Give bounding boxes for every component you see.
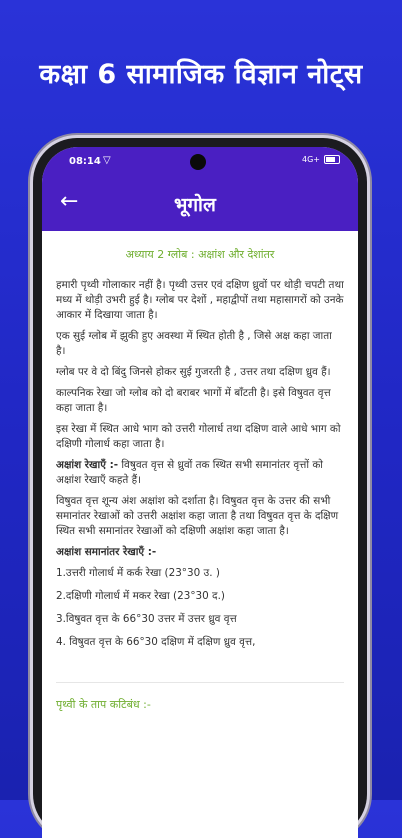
paragraph: एक सुई ग्लोब में झुकी हुए अवस्था में स्थित होती है , जिसे अक्ष कहा जाता है।: [56, 330, 332, 357]
phone-frame: [33, 138, 367, 838]
latitude-lines-paragraph: [56, 458, 344, 488]
promo-title: कक्षा 6 सामाजिक विज्ञान नोट्स: [39, 59, 363, 90]
parallel-heading: अक्षांश समानांतर रेखाएँ :-: [56, 546, 157, 558]
list-item: 2.दक्षिणी गोलार्ध में मकर रेखा (23°30 द.): [56, 590, 225, 602]
paragraph: काल्पनिक रेखा जो ग्लोब को दो बराबर भागों में बाँटती है। इसे विषुवत वृत्त कहा जाता है।: [56, 387, 331, 414]
back-arrow-icon[interactable]: ←: [60, 189, 79, 214]
page-title: भूगोल: [174, 194, 216, 216]
network-label: 4G+: [302, 155, 320, 164]
next-section-link[interactable]: पृथ्वी के ताप कटिबंध :-: [56, 698, 151, 711]
notes-content: [42, 231, 358, 683]
latitude-lines-text: विषुवत वृत्त से ध्रुवों तक स्थित सभी समानांतर वृत्तों को अक्षांश रेखाएँ कहते हैं।: [56, 459, 323, 486]
paragraph: ग्लोब पर वे दो बिंदु जिनसे होकर सुई गुजरती है , उत्तर तथा दक्षिण ध्रुव हैं।: [56, 366, 331, 378]
status-time: 08:14: [69, 156, 101, 167]
phone-screen: [42, 147, 358, 838]
paragraph: इस रेखा में स्थित आधे भाग को उत्तरी गोलार्ध तथा दक्षिण वाले आधे भाग को दक्षिणी गोलार्ध कहा जाता है।: [56, 423, 341, 450]
latitude-lines-label: अक्षांश रेखाएँ :-: [56, 459, 119, 471]
battery-icon: [324, 155, 340, 164]
status-icons: [302, 155, 340, 164]
front-camera: [190, 154, 206, 170]
app-bar: [42, 177, 358, 231]
list-item: 1.उत्तरी गोलार्ध में कर्क रेखा (23°30 उ. ): [56, 567, 220, 579]
vpn-icon: ▽: [103, 155, 111, 166]
paragraph: हमारी पृथ्वी गोलाकार नहीं है। पृथ्वी उत्तर एवं दक्षिण ध्रुवों पर थोड़ी चपटी तथा मध्य में थोड़ी उभरी हुई है। ग्लोब पर देशों , महाद्वीपों तथा महासागरों को उनके आकार में दिखाया जाता है।: [56, 279, 344, 321]
chapter-title: अध्याय 2 ग्लोब : अक्षांश और देशांतर: [125, 248, 275, 261]
equator-paragraph: विषुवत वृत्त शून्य अंश अक्षांश को दर्शाता है। विषुवत वृत्त के उत्तर की सभी समानांतर रेखाओं को उत्तरी अक्षांश कहा जाता है तथा विषुवत वृत्त के दक्षिण स्थित सभी समानांतर रेखाओं को दक्षिणी अक्षांश कहा जाता है।: [56, 495, 339, 537]
list-item: 4. विषुवत वृत्त के 66°30 दक्षिण में दक्षिण ध्रुव वृत्त,: [56, 636, 256, 648]
list-item: 3.विषुवत वृत्त के 66°30 उत्तर में उत्तर ध्रुव वृत्त: [56, 613, 237, 625]
status-bar: [42, 147, 358, 177]
